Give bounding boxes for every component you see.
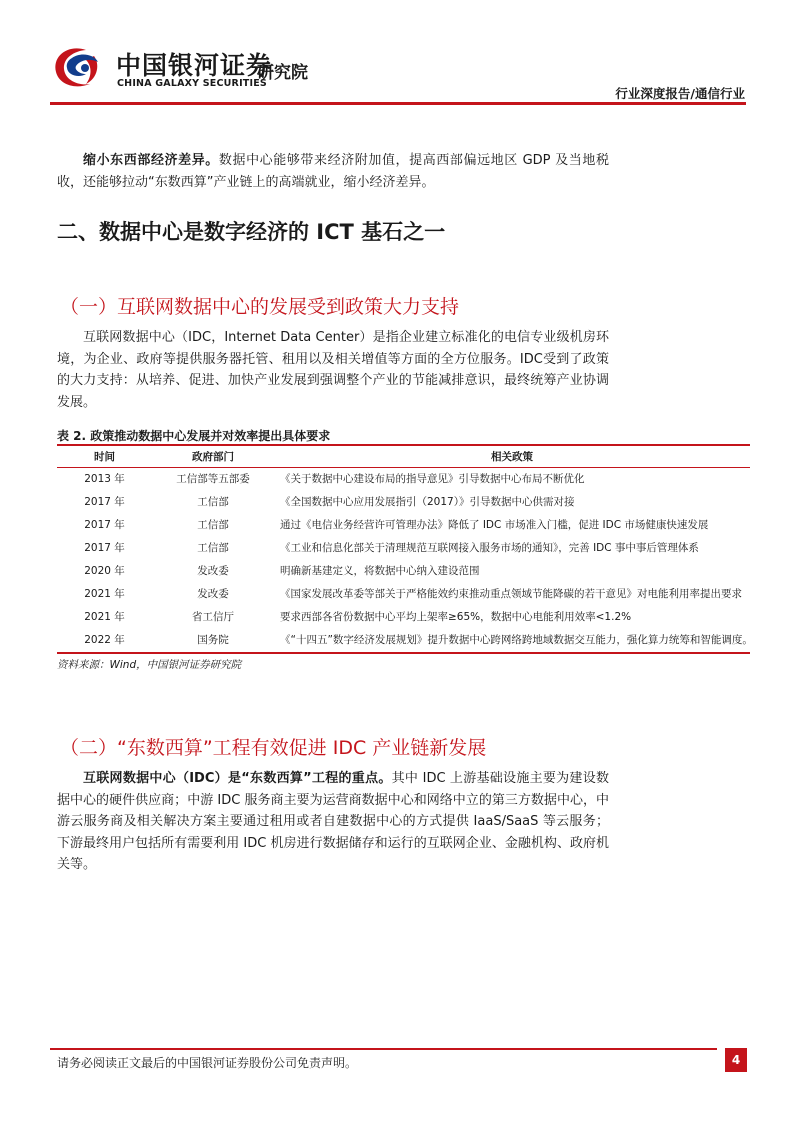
- cell-policy: 《“十四五”数字经济发展规划》提升数据中心跨网络跨地域数据交互能力，强化算力统筹和智能调度。: [280, 634, 753, 646]
- table-row: [57, 513, 750, 536]
- cell-policy: 明确新基建定义，将数据中心纳入建设范围: [280, 565, 480, 577]
- subsection-2-paragraph: [57, 768, 609, 876]
- cell-time: 2017 年: [84, 542, 125, 554]
- cell-policy: 《全国数据中心应用发展指引（2017）》引导数据中心供需对接: [280, 496, 575, 508]
- cell-department: 工信部: [197, 496, 229, 508]
- intro-text: 数据中心能够带来经济附加值，提高西部偏远地区 GDP 及当地税收，还能够拉动“东数西算”产业链上的高端就业，缩小经济差异。: [57, 153, 609, 190]
- intro-bold: 缩小东西部经济差异。: [83, 153, 219, 168]
- cell-time: 2017 年: [84, 496, 125, 508]
- table-row: [57, 559, 750, 582]
- cell-department: 工信部: [197, 519, 229, 531]
- table-header-policy: 相关政策: [491, 451, 533, 463]
- cell-time: 2017 年: [84, 519, 125, 531]
- cell-policy: 《关于数据中心建设布局的指导意见》引导数据中心布局不断优化: [280, 473, 585, 485]
- galaxy-logo-icon: [50, 44, 106, 92]
- table-row: [57, 582, 750, 605]
- table-header-time: 时间: [94, 451, 115, 463]
- disclaimer: 请务必阅读正文最后的中国银河证券股份公司免责声明。: [57, 1056, 358, 1070]
- header-divider: [50, 102, 746, 105]
- footer-divider: [50, 1048, 717, 1050]
- cell-department: 国务院: [197, 634, 229, 646]
- cell-policy: 要求西部各省份数据中心平均上架率≥65%，数据中心电能利用效率<1.2%: [280, 611, 632, 623]
- table-bottom-rule: [57, 652, 750, 654]
- table-row: [57, 536, 750, 559]
- section-heading: 二、数据中心是数字经济的 ICT 基石之一: [57, 220, 446, 244]
- subsection-1-heading: （一）互联网数据中心的发展受到政策大力支持: [60, 296, 460, 318]
- subsection-1-paragraph: 互联网数据中心（IDC，Internet Data Center）是指企业建立标准化的电信专业级机房环境，为企业、政府等提供服务器托管、租用以及相关增值等方面的全方位服务。IDC受到了政策的大力支持：从培养、促进、加快产业发展到强调整个产业的节能减排意识，最终统筹产业协调发展。: [57, 330, 609, 410]
- brand-name-cn: 中国银河证券: [116, 51, 273, 80]
- cell-policy: 《国家发展改革委等部关于严格能效约束推动重点领域节能降碳的若干意见》对电能利用率提出要求: [280, 588, 742, 600]
- table-title: 表 2. 政策推动数据中心发展并对效率提出具体要求: [57, 429, 331, 443]
- report-type: 行业深度报告/通信行业: [615, 86, 745, 101]
- cell-policy: 《工业和信息化部关于清理规范互联网接入服务市场的通知》，完善 IDC 事中事后管理体系: [280, 542, 699, 554]
- cell-time: 2021 年: [84, 588, 125, 600]
- cell-time: 2022 年: [84, 634, 125, 646]
- table-row: [57, 628, 750, 651]
- table-header-row: [57, 446, 750, 467]
- brand-institute: 研究院: [257, 63, 308, 83]
- brand-name-en: CHINA GALAXY SECURITIES: [117, 78, 267, 89]
- cell-department: 工信部: [197, 542, 229, 554]
- intro-paragraph: [57, 150, 609, 193]
- policy-table: [57, 446, 753, 651]
- table-header-rule: [57, 467, 750, 468]
- cell-department: 省工信厅: [192, 611, 234, 623]
- table-row: [57, 605, 750, 628]
- table-header-department: 政府部门: [192, 451, 234, 463]
- table-row: [57, 467, 750, 490]
- cell-time: 2020 年: [84, 565, 125, 577]
- table-source: 资料来源：Wind，中国银河证券研究院: [57, 659, 242, 671]
- cell-time: 2021 年: [84, 611, 125, 623]
- subsection-2-heading: （二）“东数西算”工程有效促进 IDC 产业链新发展: [60, 737, 487, 759]
- table-row: [57, 490, 750, 513]
- cell-department: 工信部等五部委: [176, 473, 250, 485]
- page-number: 4: [725, 1048, 747, 1072]
- cell-time: 2013 年: [84, 473, 125, 485]
- subsection-2-bold: 互联网数据中心（IDC）是“东数西算”工程的重点。: [83, 771, 392, 786]
- subsection-2-text: 其中 IDC 上游基础设施主要为建设数据中心的硬件供应商；中游 IDC 服务商主要为运营商数据中心和网络中立的第三方数据中心，中游云服务商及相关解决方案主要通过租用或者自建数据中心的方式提供 IaaS/SaaS 等云服务；下游最终用户包括所有需要利用 IDC 机房进行数据储存和运行的互联网企业、金融机构、政府机关等。: [57, 771, 609, 872]
- cell-department: 发改委: [197, 565, 229, 577]
- cell-department: 发改委: [197, 588, 229, 600]
- cell-policy: 通过《电信业务经营许可管理办法》降低了 IDC 市场准入门槛，促进 IDC 市场健康快速发展: [280, 519, 709, 531]
